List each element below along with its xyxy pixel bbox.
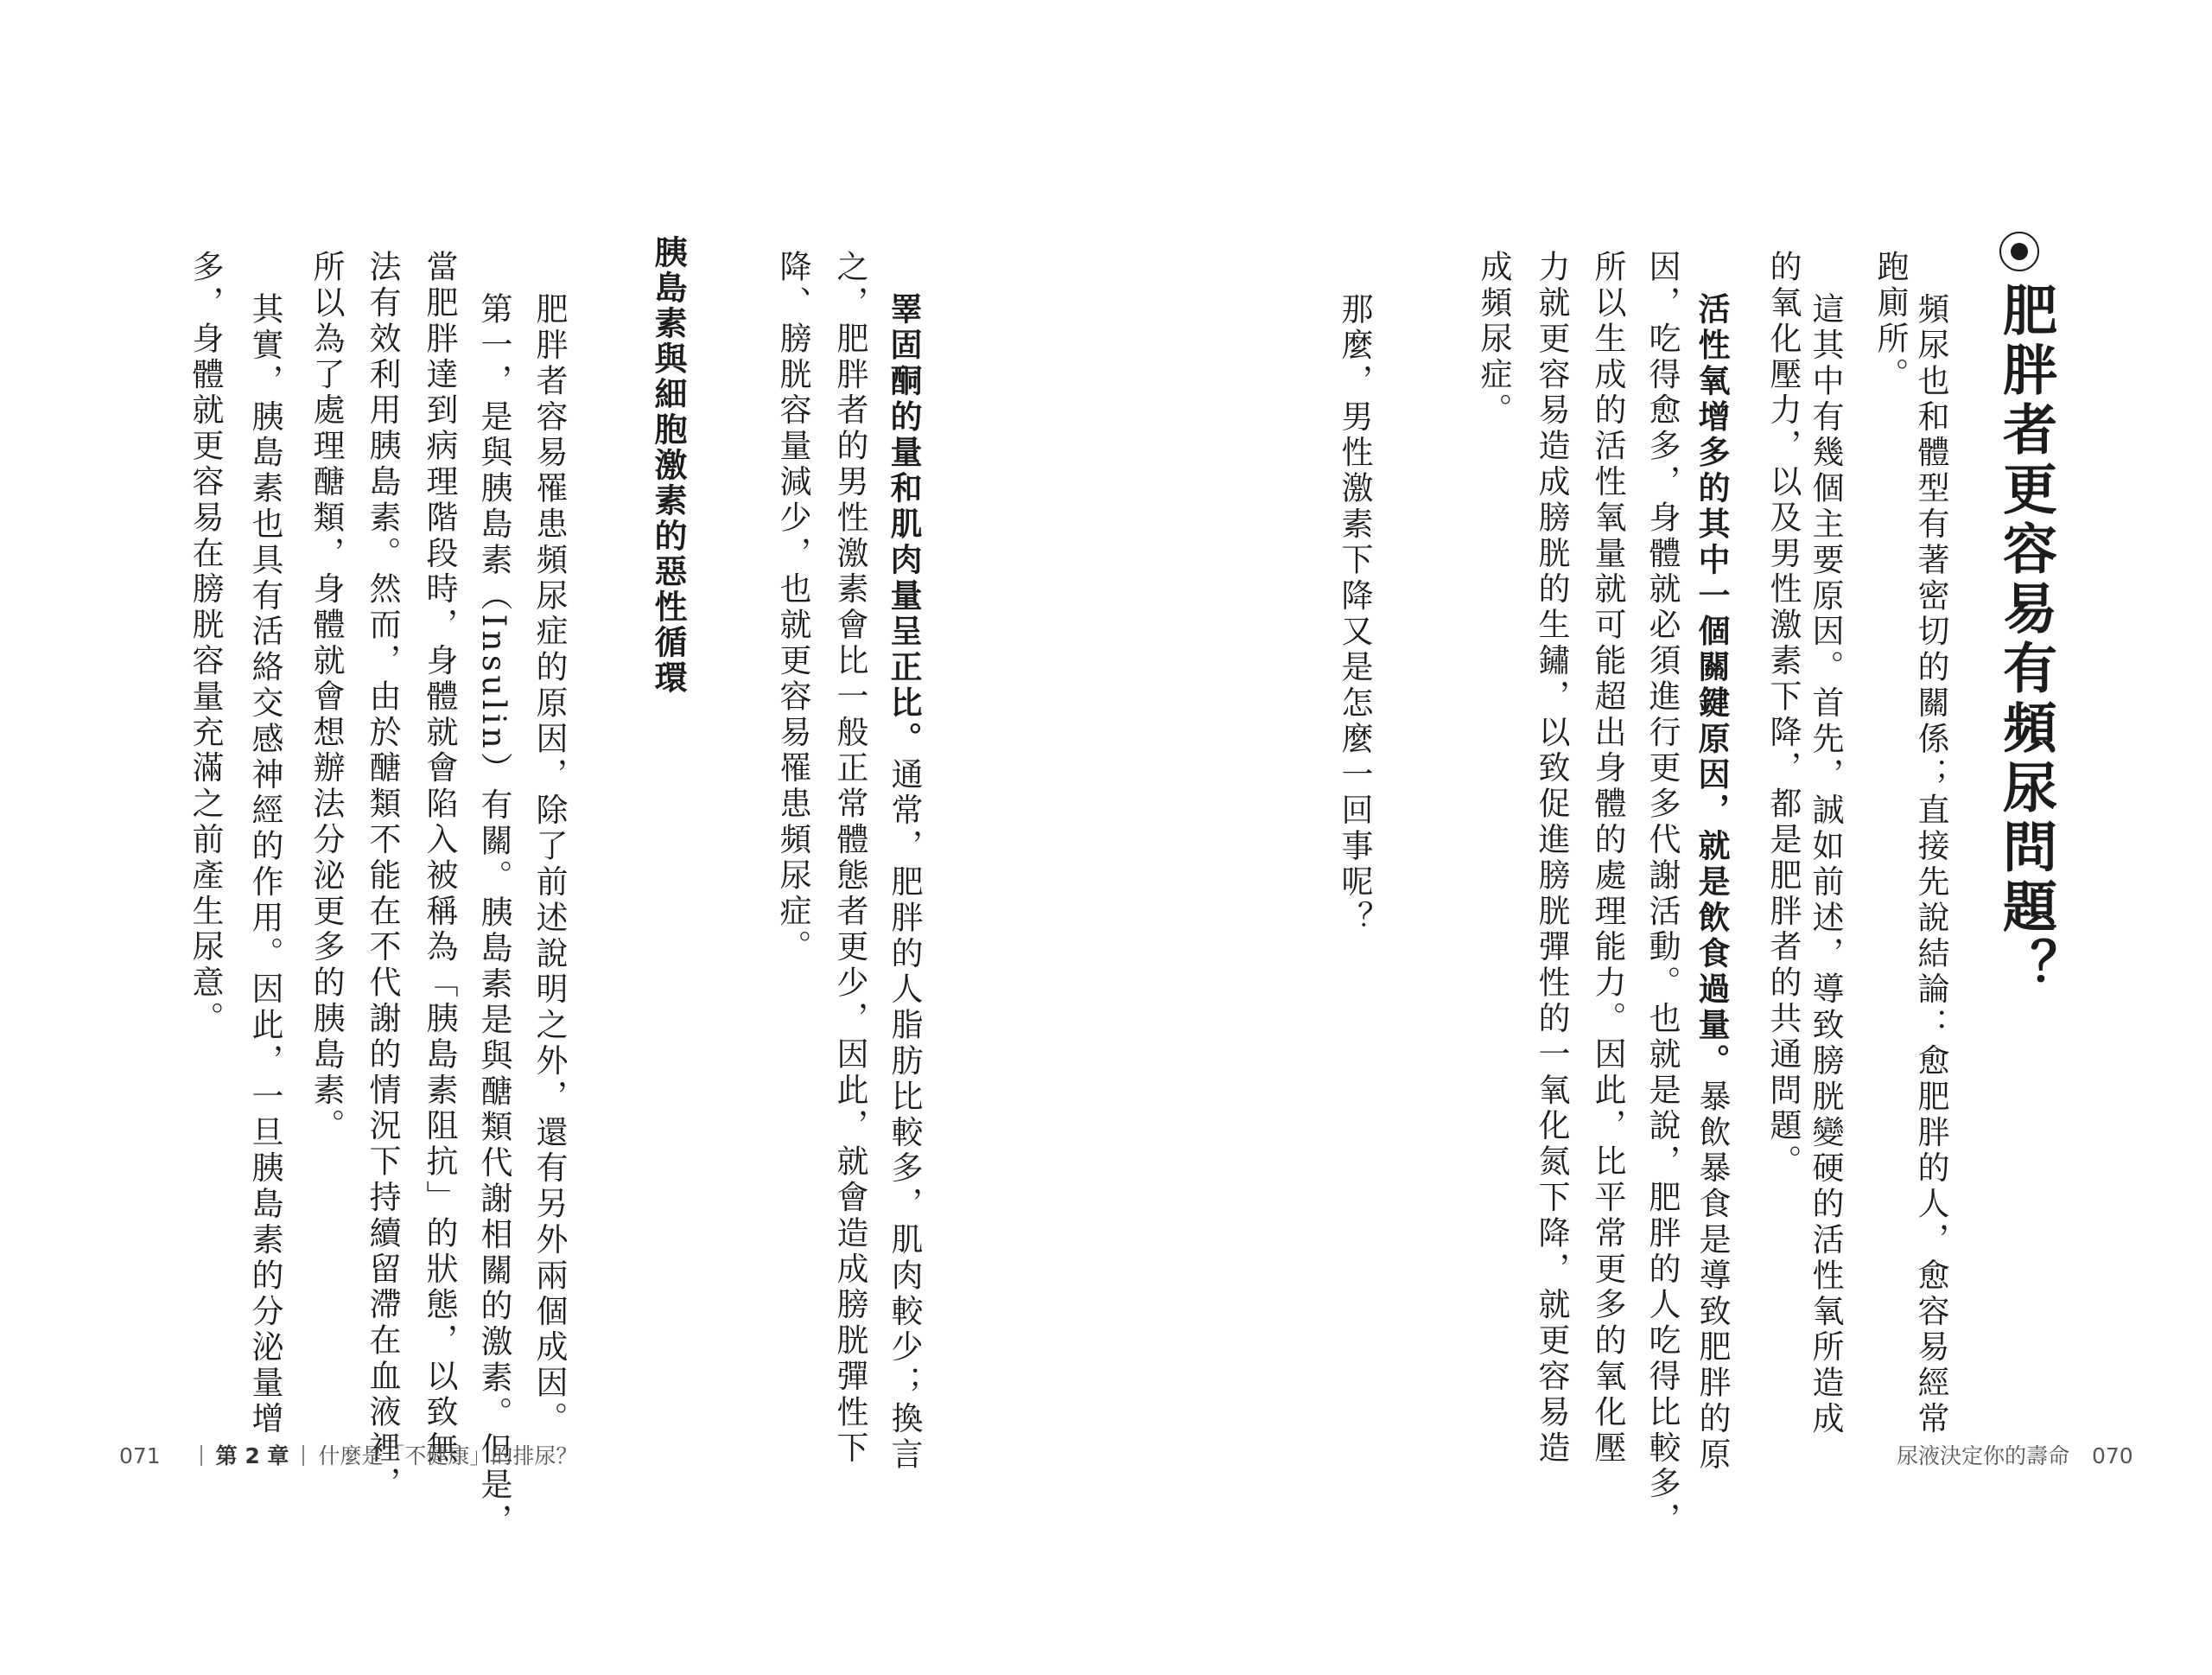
body-line	[1690, 292, 1733, 1675]
body-line: 跑廁所。	[1872, 250, 1909, 393]
body-text: 通常，肥胖的人脂肪比較多，肌肉較少；換言	[886, 757, 923, 1474]
divider	[200, 1445, 202, 1466]
body-line: 成頻尿症。	[1475, 250, 1512, 429]
page-number: 070	[2091, 1443, 2133, 1468]
chapter-label: 第 2 章	[215, 1443, 289, 1468]
body-line: 頻尿也和體型有著密切的關係；直接先說結論：愈肥胖的人，愈容易經常	[1912, 292, 1949, 1437]
emphasis-text: 活性氧增多的其中一個關鍵原因，就是飲食過量。	[1693, 292, 1731, 1080]
body-line	[882, 292, 925, 1675]
body-line: 當肥胖達到病理階段時，身體就會陷入被稱為「胰島素阻抗」的狀態，以致無	[421, 250, 458, 1467]
subheading: 胰島素與細胞激素的惡性循環	[649, 235, 687, 696]
right-page	[1106, 0, 2212, 1570]
section-heading: 肥胖者更容易有頻尿問題？	[1994, 282, 2057, 997]
bullseye-icon	[1999, 232, 2039, 271]
body-line: 其實，胰島素也具有活絡交感神經的作用。因此，一旦胰島素的分泌量增	[246, 292, 283, 1437]
body-line: 所以為了處理醣類，身體就會想辦法分泌更多的胰島素。	[308, 250, 345, 1144]
body-line: 因，吃得愈多，身體就必須進行更多代謝活動。也就是說，肥胖的人吃得比較多，	[1643, 250, 1681, 1538]
body-line: 這其中有幾個主要原因。首先，誠如前述，導致膀胱變硬的活性氧所造成	[1807, 292, 1844, 1437]
body-line: 法有效利用胰島素。然而，由於醣類不能在不代謝的情況下持續留滯在血液裡，	[364, 250, 401, 1502]
body-line: 所以生成的活性氧量就可能超出身體的處理能力。因此，比平常更多的氧化壓	[1589, 250, 1626, 1467]
body-line: 多，身體就更容易在膀胱容量充滿之前產生尿意。	[187, 250, 224, 1037]
book-title: 尿液決定你的壽命	[1897, 1443, 2070, 1468]
body-line: 之，肥胖者的男性激素會比一般正常體態者更少，因此，就會造成膀胱彈性下	[831, 250, 868, 1467]
body-line: 力就更容易造成膀胱的生鏽，以致促進膀胱彈性的一氧化氮下降，就更容易造	[1533, 250, 1570, 1467]
divider	[302, 1445, 304, 1466]
page-number: 071	[119, 1443, 161, 1468]
body-line: 第一，是與胰島素（Insulin）有關。胰島素是與醣類代謝相關的激素。但是，	[475, 292, 512, 1539]
running-footer-right	[1897, 1439, 2133, 1474]
left-page	[0, 0, 1106, 1570]
body-line: 肥胖者容易罹患頻尿症的原因，除了前述說明之外，還有另外兩個成因。	[531, 292, 568, 1437]
body-line: 的氧化壓力，以及男性激素下降，都是肥胖者的共通問題。	[1764, 250, 1802, 1181]
running-footer-left	[119, 1439, 577, 1474]
body-text: 暴飲暴食是導致肥胖的原	[1694, 1079, 1731, 1474]
body-line: 那麼，男性激素下降又是怎麼一回事呢？	[1336, 292, 1373, 937]
emphasis-text: 睪固酮的量和肌肉量呈正比。	[885, 292, 923, 758]
chapter-title: 什麼是「不健康」的排尿？	[318, 1443, 578, 1468]
body-line: 降、膀胱容量減少，也就更容易罹患頻尿症。	[774, 250, 811, 965]
